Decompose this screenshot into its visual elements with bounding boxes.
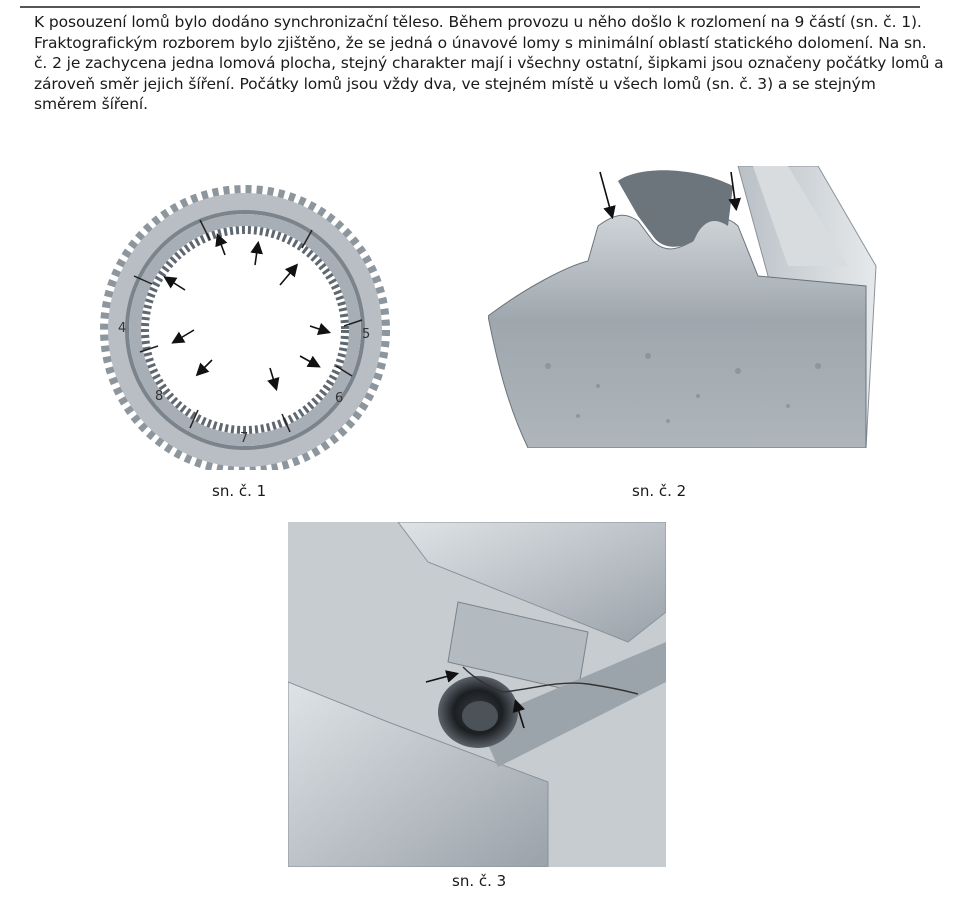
figure-1-photo <box>100 180 400 470</box>
paragraph-line: č. 2 je zachycena jedna lomová plocha, stejný charakter mají i všechny ostatní, šipkami jsou označeny počátky lomů a <box>34 54 944 72</box>
paragraph-line: směrem šíření. <box>34 95 148 113</box>
paragraph-line: K posouzení lomů bylo dodáno synchronizační těleso. Během provozu u něho došlo k rozlomení na 9 částí (sn. č. 1). <box>34 13 922 31</box>
figure-3-caption: sn. č. 3 <box>452 872 507 890</box>
paragraph-line: Fraktografickým rozborem bylo zjištěno, že se jedná o únavové lomy s minimální oblastí statického dolomení. Na sn. <box>34 33 927 52</box>
fragment-label: 5 <box>362 327 371 342</box>
figure-1-caption: sn. č. 1 <box>212 482 267 500</box>
fragment-label: 8 <box>155 389 164 404</box>
body-paragraph <box>34 12 944 115</box>
paragraph-line: zároveň směr jejich šíření. Počátky lomů jsou vždy dva, ve stejném místě u všech lomů (sn. č. 3) a se stejným <box>34 74 876 93</box>
figure-2-photo <box>488 166 878 448</box>
fragment-label: 6 <box>335 391 344 406</box>
top-rule <box>20 6 920 8</box>
figure-3-photo <box>288 522 666 867</box>
fragment-label: 7 <box>240 431 249 446</box>
figure-2-caption: sn. č. 2 <box>632 482 687 500</box>
fragment-label: 4 <box>118 321 127 336</box>
